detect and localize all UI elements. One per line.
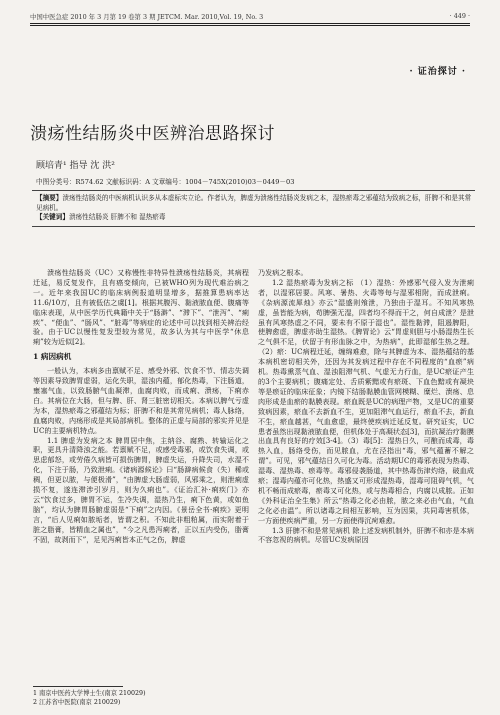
abstract-label: 【摘要】 <box>36 194 63 202</box>
intro-paragraph: 溃疡性结肠炎（UC）又称慢性非特异性溃疡性结肠炎，其病程迁延，易反复发作，且有癌变倾向，已被WHO列为现代难治病之一。近年来我国UC的临床病例报道明显增多，据推算患病率达11.6/10万，且有被低估之虞[1]。根据其腹泻、黏液脓血便、腹痛等临床表现，从中医学历代典籍中关于“肠澼”、“滞下”、“泄泻”、“痢疾”、“便血”、“肠风”、“脏毒”等病症的论述中可以找到相关辨治经验。由于UC以慢性复发型较为常见，故多认为其与中医学“休息痢”较为近似[2]。 <box>33 268 249 347</box>
abstract <box>36 194 472 213</box>
body-paragraph: 一般认为，本病多由禀赋不足、感受外邪、饮食不节、情志失调等因素导致脾胃虚弱，运化失职，湿浊内蕴，郁化热毒，下注肠道，壅塞气血，以致肠腑气血凝滞，血腐肉败，而成痢、溃疡，下痢赤白。其病位在大肠，但与脾、肝、肾三脏密切相关。本病以脾气亏虚为本，湿热瘀毒之邪蕴结为标；肝脾不和是其常见病机；毒人脉络，血腐肉败，内疡形成是其局部病机。整体的正虚与局部的邪实并见是UC的主要病机特点。 <box>33 366 249 435</box>
keywords-label: 【关键词】 <box>36 213 69 221</box>
header-rule-thin <box>30 25 470 26</box>
footnote: 1 南京中医药大学博士生(南京 210029) <box>33 690 146 697</box>
article-title: 溃疡性结肠炎中医辨治思路探讨 <box>30 124 275 144</box>
body-paragraph: 1.2 湿热瘀毒为发病之标 （1）湿热：外感邪气侵入发为泄痢者，以湿邪居要。风寒、暑热、火毒等每与湿邪相附，而成泄痢。《杂病源流犀烛》亦云“湿盛则飧泄，乃独由于湿耳。不知风寒热虚，虽皆能为病，苟脾强无湿，四者均不得而干之，何自成泄？是泄虽有风寒热虚之不同，要未有不原于湿也”。湿性黏滞，阻遏脾阳，使脾愈虚，脾虚亦助生湿热。《脾胃论》云“胃虚则胆与小肠湿热生长之气俱不足，伏留于有形血脉之中，为热病”，此即湿郁生热之理。（2）瘀：UC病程迁延，缠绵难愈，除与其脾虚为本、湿热蕴结的基本病机密切相关外，还因为其发病过程中存在不同程度的“血瘀”病机。热毒熏蒸气血、湿浊阻滞气机、气虚无力行血，是UC瘀证产生的3个主要病机；腹痛定处、舌质紫黯或有瘀斑、下血色黯或有凝块等是瘀证的临床征象；内镜下结肠黏膜血管网模糊、糜烂、溃疡、息肉形成是血瘀的黏膜表现。瘀血既是UC的病理产物，又是UC的重要致病因素，瘀血不去新血不生，更加阻滞气血运行，瘀血不去，新血不生，瘀血越甚，气血愈虚，最终使疾病迁延反复。研究证实，UC患者虽然出现黏液脓血便，但机体处于高凝状态[3]，而抗凝治疗黏膜出血具有良好的疗效[3-4]。（3）毒[5]：湿热日久，可酿而成毒，毒热入血，肠络受伤，而见脓血，尤在泾指出“毒，邪气蕴蓄不解之谓”。可见，邪气蕴结日久可化为毒。活动期UC的毒邪表现为热毒、湿毒、湿热毒、瘀毒等。毒邪侵袭肠道，其中热毒伤津灼络，破血成瘀；湿毒内蕴亦可化热，热盛又可形成湿热毒，湿毒可阻碍气机，气机不畅而成瘀毒，瘀毒又可化热，或与热毒相合，内腐以成脓。正如《外科证治全生集》所云“热毒之化必由脓，脓之来必由气血，气血之化必由温”。所以诸毒之间相互影响，互为因果，共同毒害机体，一方面使疾病严重，另一方面使得沉疴难愈。 <box>258 277 474 525</box>
page-number: · 449 · <box>449 12 470 20</box>
footnote: 2 江苏省中医院(南京 210029) <box>33 698 121 706</box>
keywords-text: 溃疡性结肠炎 肝脾不和 湿热瘀毒 <box>68 213 166 221</box>
abstract-text: 溃疡性结肠炎的中医病机认识多从本虚标实立论。作者认为，脾虚为溃疡性结肠炎发病之本，湿热瘀毒之邪蕴结为致病之标，肝脾不和是其常见病机。 <box>36 194 472 212</box>
right-column <box>258 268 474 545</box>
body-paragraph: 1.1 脾虚为发病之本 脾胃居中焦，主纳谷、腐熟、转输运化之职，更具升清降浊之能。若禀赋不足，或感受毒邪，或饮食失调，或思虑郁怒，或劳倦久病皆可损伤脾胃，脾虚失运，升降失司，水湿不化，下注于肠，乃致泄痢。《诸病源候论》曰“肠澼病候食（失）稀或稠，但更以脓，与便极滑”，“由脾虚大肠虚弱，风邪乘之，则泄痢虚损不复，遂连滞涉引岁月，则为久痢也”。《证治汇补·痢疾门》亦云“饮食过多，脾胃不运，生冷失调，湿热乃生，痢下色黄，或如鱼脑”，均认为脾胃肠腑虚弱是“下痢”之内因。《景岳全书·痢疾》更明言，“后人见痢如脓垢者，皆谓之积。不知此非粗粕属，而实附着于脏之脂膏，皆精血之属也”，“今之凡患泻痢者，正以五内受伤，脂膏不固，故剥而下”，足见泻痢皆本正气之伤，脾虚 <box>33 435 249 544</box>
body-paragraph: 乃发病之根本。 <box>258 268 308 277</box>
article-meta: 中图分类号：R574.62 文献标识码：A 文章编号：1004－745X(2010)03－0449－03 <box>36 178 295 186</box>
body-paragraph: 1.3 肝脾不和是常见病机 除上述发病机制外，肝脾不和亦是本病不容忽视的病机。尽管UC发病原因 <box>258 525 474 545</box>
article-authors: 顾培青¹ 指导 沈 洪² <box>36 161 115 171</box>
journal-line: 中国中医急症 2010 年 3 月第 19 卷第 3 期 JETCM. Mar. 2010,Vol. 19, No. 3 <box>30 13 264 21</box>
footnotes <box>33 690 249 707</box>
header-rule <box>30 23 470 24</box>
footnote-rule <box>33 686 123 687</box>
section-heading: 1 病因病机 <box>33 352 72 362</box>
keywords <box>36 213 472 223</box>
left-column <box>33 268 249 544</box>
section-badge: · 证治探讨 · <box>409 67 466 77</box>
abstract-box <box>32 190 475 227</box>
running-header <box>30 12 470 21</box>
